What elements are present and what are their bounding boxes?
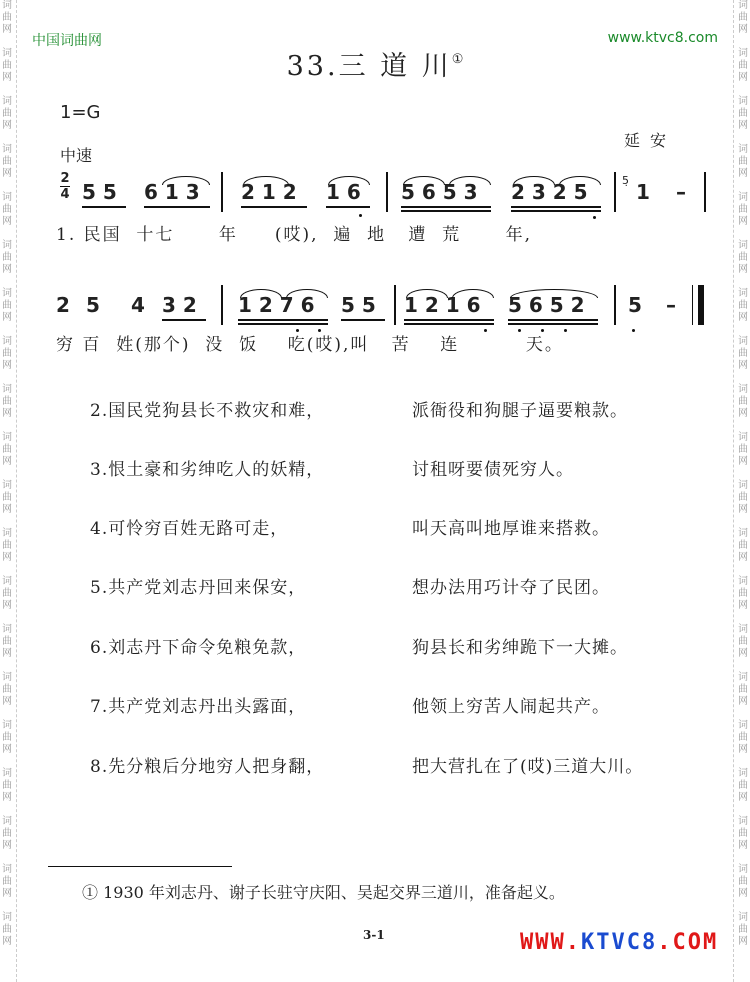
verse-second-half: 他领上穷苦人闹起共产。 [412,697,610,717]
song-title [0,44,750,83]
title-footnote-mark: ① [451,52,464,67]
side-watermark-text: 词 曲 网 [2,672,12,707]
side-watermark-text: 词 曲 网 [2,432,12,467]
side-watermark-text: 词 曲 网 [2,816,12,851]
side-watermark-text: 词 曲 网 [738,96,748,131]
beam [511,210,601,212]
slur [403,176,445,185]
verse-second-half: 狗县长和劣绅跪下一大摊。 [412,638,628,658]
notes-l1-g2: 6 1 3 [144,180,200,204]
side-watermark-text: 词 曲 网 [2,624,12,659]
slur [452,289,494,298]
verse-first-half: 3.恨土豪和劣绅吃人的妖精， [90,460,325,480]
verse-second-half: 把大营扎在了(哎)三道大川。 [412,757,644,777]
notes-l2-g4: 3 2 [162,293,197,317]
right-dashed-margin [733,0,734,982]
side-watermark-text: 词 曲 网 [738,240,748,275]
side-watermark-text: 词 曲 网 [2,720,12,755]
side-watermark-text: 词 曲 网 [2,288,12,323]
side-watermark-text: 词 曲 网 [738,672,748,707]
slur [513,176,555,185]
verse-first-half: 6.刘志丹下命令免粮免款， [90,638,307,658]
verse-8 [90,752,644,777]
side-watermark-text: 词 曲 网 [738,624,748,659]
notes-l2-g10: – [666,293,676,317]
barline [704,172,706,212]
low-octave-dot [632,329,635,332]
verse-4 [90,514,610,539]
beam [238,323,328,325]
verse-first-half: 4.可怜穷百姓无路可走， [90,519,289,539]
side-watermark-text: 词 曲 网 [738,528,748,563]
notes-l1-g8: – [676,180,686,204]
side-watermark-text: 词 曲 网 [738,912,748,947]
side-watermark-text: 词 曲 网 [2,240,12,275]
final-barline-thick [698,285,704,325]
site-logo-watermark [520,930,718,955]
beam [144,206,210,208]
beam [508,323,598,325]
verse-second-half: 派衙役和狗腿子逼要粮款。 [412,401,628,421]
key-signature: 1=G [60,102,101,123]
notes-l1-g4: 1 6 [326,180,361,204]
side-watermark-text: 词 曲 网 [738,288,748,323]
slur [240,289,282,298]
beam [401,206,491,208]
side-watermark-text: 词 曲 网 [2,192,12,227]
side-watermark-text: 词 曲 网 [738,144,748,179]
beam [511,206,601,208]
slur [162,176,210,185]
verse-first-half: 5.共产党刘志丹回来保安， [90,578,307,598]
footnote-rule [48,866,232,867]
lyrics-line-1: 1. 民国 十七 年 (哎), 遍 地 遭 荒 年, [56,225,533,245]
grace-note: 5̣ [622,174,629,187]
right-watermark-column [736,0,750,982]
side-watermark-text: 词 曲 网 [2,0,12,35]
side-watermark-text: 词 曲 网 [2,96,12,131]
barline [221,172,223,212]
region-label: 延安 [624,131,677,150]
beam [404,323,494,325]
barline [386,172,388,212]
verse-5 [90,573,610,598]
verse-second-half: 想办法用巧计夺了民团。 [412,578,610,598]
tempo-marking: 中速 [60,146,93,165]
page-number: 3-1 [363,928,385,942]
beam [238,319,328,321]
barline [221,285,223,325]
side-watermark-text: 词 曲 网 [738,384,748,419]
verse-6 [90,633,628,658]
barline [394,285,396,325]
left-watermark-column [0,0,14,982]
side-watermark-text: 词 曲 网 [738,480,748,515]
notes-l2-g1: 2 [56,293,70,317]
notes-l2-g3: 4 [131,293,145,317]
side-watermark-text: 词 曲 网 [2,48,12,83]
low-octave-dot [564,329,567,332]
slur [328,176,370,185]
notes-l1-g1: 5 5 [82,180,117,204]
logo-part-www: WWW. [520,930,581,955]
verse-first-half: 2.国民党狗县长不救灾和难， [90,401,325,421]
final-barline-thin [692,285,693,325]
side-watermark-text: 词 曲 网 [738,192,748,227]
side-watermark-text: 词 曲 网 [738,336,748,371]
side-watermark-text: 词 曲 网 [2,528,12,563]
side-watermark-text: 词 曲 网 [2,144,12,179]
slur [406,289,448,298]
notes-l1-g5: 5 6 5 3 [401,180,478,204]
verse-3 [90,455,574,480]
side-watermark-text: 词 曲 网 [738,432,748,467]
notes-l2-g5: 1 2 7 6 [238,293,315,317]
slur [559,176,601,185]
barline [614,285,616,325]
song-title-text: 三 道 川 [338,51,452,82]
time-signature: 2 4 [60,171,70,202]
notes-l1-g6: 2 3 2 5 [511,180,588,204]
verse-7 [90,692,610,717]
side-watermark-text: 词 曲 网 [738,0,748,35]
beam [162,319,206,321]
lyrics-line-2: 穷 百 姓(那个) 没 饭 吃(哎),叫 苦 连 天。 [56,335,564,355]
notes-l2-g6: 5 5 [341,293,376,317]
side-watermark-text: 词 曲 网 [2,864,12,899]
slur [243,176,289,185]
side-watermark-text: 词 曲 网 [2,336,12,371]
beam [241,206,307,208]
beam [326,206,370,208]
barline [614,172,616,212]
footnote: ① 1930 年刘志丹、谢子长驻守庆阳、吴起交界三道川，准备起义。 [82,883,565,902]
notes-l1-g7: 1 [636,180,650,204]
side-watermark-text: 词 曲 网 [738,48,748,83]
notes-l1-g3: 2 1 2 [241,180,297,204]
left-dashed-margin [16,0,17,982]
notes-l2-g7: 1 2 1 6 [404,293,481,317]
beam [508,319,598,321]
verse-second-half: 讨租呀要债死穷人。 [412,460,574,480]
side-watermark-text: 词 曲 网 [738,816,748,851]
score-line-1 [56,172,716,220]
beam [404,319,494,321]
slur [510,289,598,298]
verse-first-half: 7.共产党刘志丹出头露面， [90,697,307,717]
slur [286,289,328,298]
site-watermark-right: www.ktvc8.com [607,30,718,46]
low-octave-dot [359,214,362,217]
beam [82,206,126,208]
verse-second-half: 叫天高叫地厚谁来搭救。 [412,519,610,539]
beam [401,210,491,212]
side-watermark-text: 词 曲 网 [2,912,12,947]
low-octave-dot [593,216,596,219]
song-number: 33. [286,51,339,82]
beam [341,319,385,321]
verse-2 [90,396,628,421]
notes-l2-g9: 5 [628,293,642,317]
side-watermark-text: 词 曲 网 [2,480,12,515]
score-line-2 [56,285,716,333]
side-watermark-text: 词 曲 网 [2,768,12,803]
side-watermark-text: 词 曲 网 [2,384,12,419]
side-watermark-text: 词 曲 网 [738,720,748,755]
logo-part-com: .COM [657,930,719,955]
logo-part-ktvc8: KTVC8 [580,930,658,955]
notes-l2-g2: 5 [86,293,100,317]
side-watermark-text: 词 曲 网 [738,864,748,899]
side-watermark-text: 词 曲 网 [738,576,748,611]
side-watermark-text: 词 曲 网 [2,576,12,611]
verse-first-half: 8.先分粮后分地穷人把身翻， [90,757,325,777]
site-watermark-left: 中国词曲网 [32,33,102,49]
slur [449,176,491,185]
notes-l2-g8: 5 6 5 2 [508,293,585,317]
side-watermark-text: 词 曲 网 [738,768,748,803]
